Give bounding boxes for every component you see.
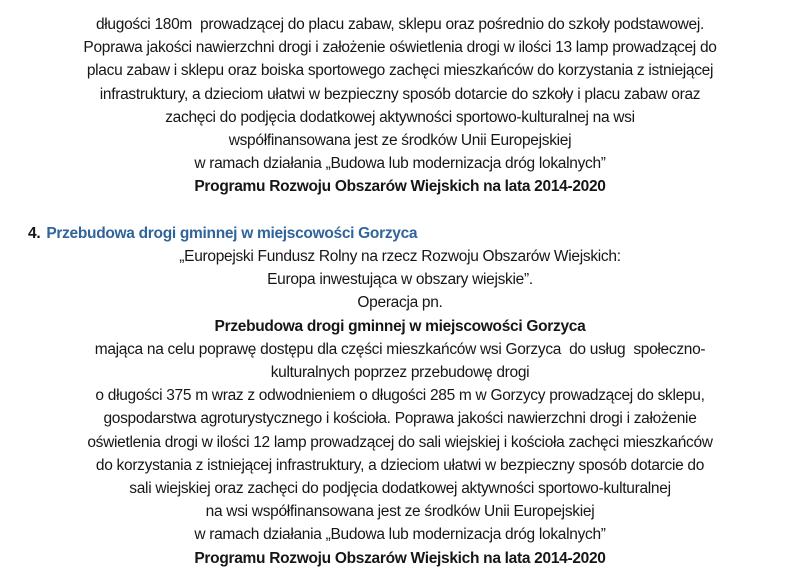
heading-number: 4. xyxy=(28,224,41,242)
section2-body-line: do korzystania z istniejącej infrastruktury, a dzieciom ułatwi w bezpieczny sposób dotarcie do xyxy=(95,456,705,474)
blank-line xyxy=(28,199,772,222)
section2-intro-line: Operacja pn. xyxy=(357,294,443,312)
section2-body-line: mająca na celu poprawę dostępu dla części mieszkańców wsi Gorzyca do usług społeczno- xyxy=(94,340,706,358)
section2-intro-line: „Europejski Fundusz Rolny na rzecz Rozwoju Obszarów Wiejskich: xyxy=(179,248,621,266)
heading-title: Przebudowa drogi gminnej w miejscowości Gorzyca xyxy=(46,224,418,242)
section1-line: placu zabaw i sklepu oraz boiska sportowego zachęci mieszkańców do korzystania z istniejącej xyxy=(86,62,714,80)
section1-line: w ramach działania „Budowa lub modernizacja dróg lokalnych” xyxy=(194,155,606,173)
section2-body-line: oświetlenia drogi w ilości 12 lamp prowadzącej do sali wiejskiej i kościoła zachęci mieszkańców xyxy=(87,433,713,451)
section2-body-line: gospodarstwa agroturystycznego i kościoła. Poprawa jakości nawierzchni drogi i założenie xyxy=(103,410,697,428)
section-heading xyxy=(28,222,772,245)
section2-body-line: w ramach działania „Budowa lub modernizacja dróg lokalnych” xyxy=(194,526,606,544)
document-page xyxy=(28,13,772,575)
section2-intro-line: Europa inwestująca w obszary wiejskie”. xyxy=(267,271,533,289)
section1-line: zachęci do podjęcia dodatkowej aktywności sportowo-kulturalnej na wsi xyxy=(165,108,635,126)
section2-body-line: sali wiejskiej oraz zachęci do podjęcia dodatkowej aktywności sportowo-kulturalnej xyxy=(129,480,671,498)
section1-line: współfinansowana jest ze środków Unii Europejskiej xyxy=(228,132,572,150)
section1-line: infrastruktury, a dzieciom ułatwi w bezpieczny sposób dotarcie do szkoły i placu zabaw oraz xyxy=(99,85,701,103)
section2-operation-title: Przebudowa drogi gminnej w miejscowości Gorzyca xyxy=(214,317,586,335)
section1-program-line: Programu Rozwoju Obszarów Wiejskich na lata 2014-2020 xyxy=(194,178,606,196)
section2-body-line: kulturalnych poprzez przebudowę drogi xyxy=(270,364,530,382)
section1-line: Poprawa jakości nawierzchni drogi i założenie oświetlenia drogi w ilości 13 lamp prowadzącej do xyxy=(83,39,717,57)
section2-program-line: Programu Rozwoju Obszarów Wiejskich na lata 2014-2020 xyxy=(194,549,606,567)
section1-line: długości 180m prowadzącej do placu zabaw, sklepu oraz pośrednio do szkoły podstawowej. xyxy=(95,16,705,33)
section2-body-line: na wsi współfinansowana jest ze środków Unii Europejskiej xyxy=(205,503,595,521)
section2-body-line: o długości 375 m wraz z odwodnieniem o długości 285 m w Gorzycy prowadzącej do sklepu, xyxy=(95,387,705,405)
